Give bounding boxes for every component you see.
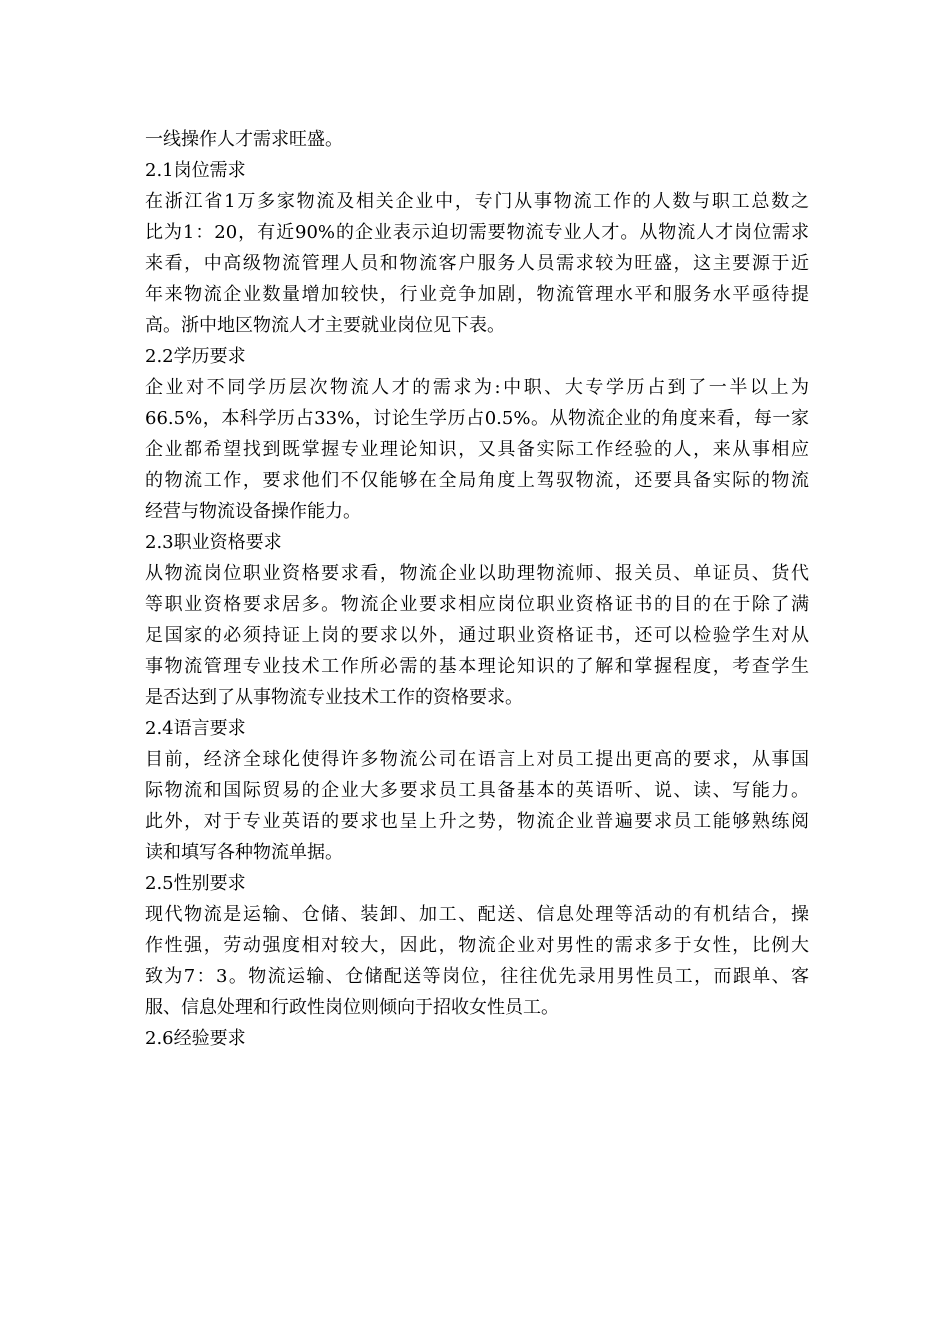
text-line: 际物流和国际贸易的企业大多要求员工具备基本的英语听、说、读、写能力。 <box>145 780 809 801</box>
text-line: 企业都希望找到既掌握专业理论知识，又具备实际工作经验的人，来从事相应 <box>145 439 809 460</box>
section-heading: 2.5性别要求 <box>145 873 246 894</box>
text-line: 此外，对于专业英语的要求也呈上升之势，物流企业普遍要求员工能够熟练阅 <box>145 811 809 832</box>
section-heading: 2.2学历要求 <box>145 346 246 367</box>
text-line: 是否达到了从事物流专业技术工作的资格要求。 <box>145 687 523 708</box>
text-line: 比为1：20，有近90%的企业表示迫切需要物流专业人才。从物流人才岗位需求 <box>145 222 809 243</box>
text-line: 现代物流是运输、仓储、装卸、加工、配送、信息处理等活动的有机结合，操 <box>145 904 809 925</box>
text-line: 一线操作人才需求旺盛。 <box>145 129 343 150</box>
text-line: 从物流岗位职业资格要求看，物流企业以助理物流师、报关员、单证员、货代 <box>145 563 809 584</box>
text-line: 年来物流企业数量增加较快，行业竞争加剧，物流管理水平和服务水平亟待提 <box>145 284 809 305</box>
text-line: 致为7：3。物流运输、仓储配送等岗位，往往优先录用男性员工，而跟单、客 <box>145 966 809 987</box>
text-line: 目前，经济全球化使得许多物流公司在语言上对员工提出更高的要求，从事国 <box>145 749 809 770</box>
section-heading: 2.1岗位需求 <box>145 160 246 181</box>
text-line: 企业对不同学历层次物流人才的需求为:中职、大专学历占到了一半以上为 <box>145 377 809 398</box>
text-line: 服、信息处理和行政性岗位则倾向于招收女性员工。 <box>145 997 559 1018</box>
section-heading: 2.3职业资格要求 <box>145 532 282 553</box>
text-line: 事物流管理专业技术工作所必需的基本理论知识的了解和掌握程度，考查学生 <box>145 656 809 677</box>
text-line: 读和填写各种物流单据。 <box>145 842 343 863</box>
text-line: 等职业资格要求居多。物流企业要求相应岗位职业资格证书的目的在于除了满 <box>145 594 809 615</box>
text-line: 66.5%，本科学历占33%，讨论生学历占0.5%。从物流企业的角度来看，每一家 <box>145 408 809 429</box>
text-line: 足国家的必须持证上岗的要求以外，通过职业资格证书，还可以检验学生对从 <box>145 625 809 646</box>
text-line: 来看，中高级物流管理人员和物流客户服务人员需求较为旺盛，这主要源于近 <box>145 253 809 274</box>
section-heading: 2.4语言要求 <box>145 718 246 739</box>
text-line: 在浙江省1万多家物流及相关企业中，专门从事物流工作的人数与职工总数之 <box>145 191 809 212</box>
text-line: 高。浙中地区物流人才主要就业岗位见下表。 <box>145 315 505 336</box>
document-page <box>145 124 809 1054</box>
text-line: 的物流工作，要求他们不仅能够在全局角度上驾驭物流，还要具备实际的物流 <box>145 470 809 491</box>
text-line: 经营与物流设备操作能力。 <box>145 501 361 522</box>
text-line: 作性强，劳动强度相对较大，因此，物流企业对男性的需求多于女性，比例大 <box>145 935 809 956</box>
section-heading: 2.6经验要求 <box>145 1028 246 1049</box>
